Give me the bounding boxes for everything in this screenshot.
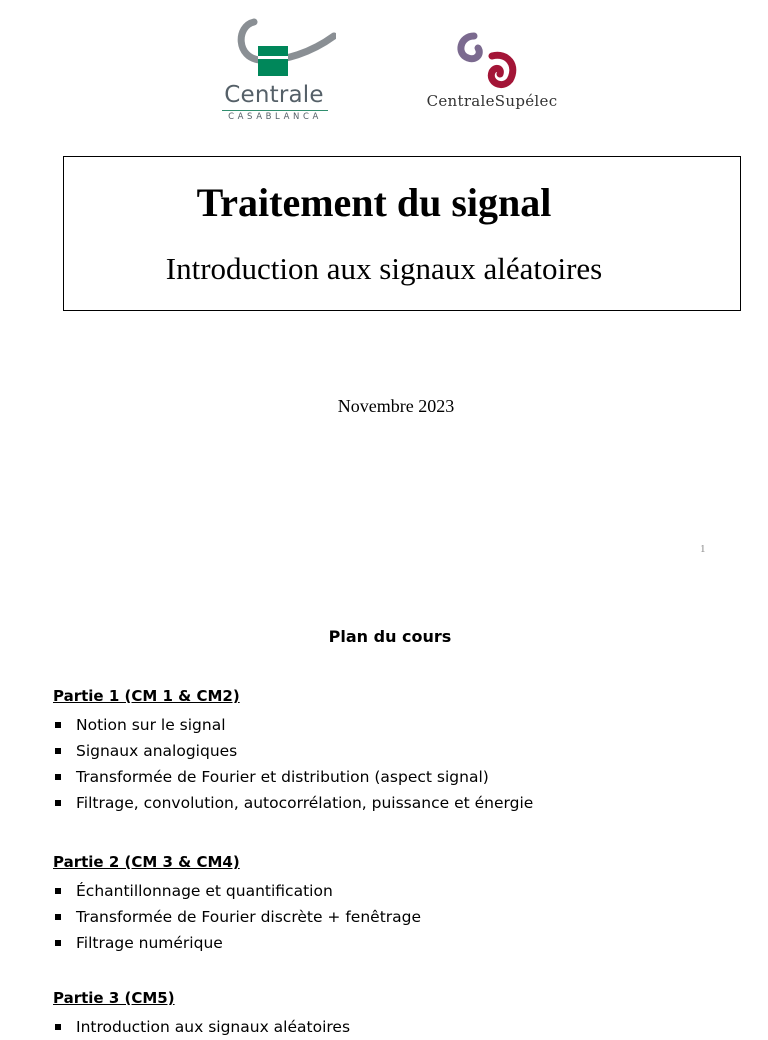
- list-item-text: Filtrage, convolution, autocorrélation, puissance et énergie: [76, 794, 534, 812]
- title-box: [63, 156, 741, 311]
- centralesupelec-logo: [392, 30, 592, 116]
- list-item: [53, 764, 753, 790]
- list-item-text: Transformée de Fourier discrète + fenêtrage: [76, 908, 422, 926]
- list-item-text: Introduction aux signaux aléatoires: [76, 1018, 351, 1036]
- centralesupelec-logo-mark-icon: [392, 30, 592, 92]
- list-item: [53, 738, 753, 764]
- centrale-logo-name: Centrale: [224, 82, 324, 108]
- centrale-logo-city: CASABLANCA: [228, 112, 322, 122]
- document-title: Traitement du signal: [196, 180, 552, 225]
- list-item: [53, 878, 753, 904]
- list-item: [53, 712, 753, 738]
- square-bullet-icon: [55, 722, 61, 728]
- list-item: [53, 790, 753, 816]
- square-bullet-icon: [55, 800, 61, 806]
- plan-part-2: [53, 852, 753, 956]
- document-date: Novembre 2023: [337, 396, 455, 416]
- list-item: [53, 904, 753, 930]
- list-item: [53, 930, 753, 956]
- plan-part-items: [53, 878, 753, 956]
- plan-part-heading: Partie 3 (CM5): [53, 989, 175, 1007]
- document-subtitle: Introduction aux signaux aléatoires: [165, 251, 603, 286]
- square-bullet-icon: [55, 1024, 61, 1030]
- square-bullet-icon: [55, 888, 61, 894]
- plan-part-items: [53, 1014, 753, 1040]
- plan-part-heading: Partie 2 (CM 3 & CM4): [53, 853, 240, 871]
- square-bullet-icon: [55, 748, 61, 754]
- page-number: 1: [700, 543, 706, 555]
- list-item-text: Transformée de Fourier et distribution (aspect signal): [76, 768, 489, 786]
- list-item-text: Signaux analogiques: [76, 742, 238, 760]
- centrale-logo-divider: [222, 110, 328, 111]
- plan-part-1: [53, 686, 753, 816]
- plan-part-heading: Partie 1 (CM 1 & CM2): [53, 687, 240, 705]
- plan-part-items: [53, 712, 753, 816]
- square-bullet-icon: [55, 940, 61, 946]
- plan-title: Plan du cours: [328, 627, 452, 646]
- list-item: [53, 1014, 753, 1040]
- list-item-text: Filtrage numérique: [76, 934, 223, 952]
- list-item-text: Échantillonnage et quantification: [76, 882, 333, 900]
- square-bullet-icon: [55, 914, 61, 920]
- square-bullet-icon: [55, 774, 61, 780]
- plan-part-3: [53, 988, 753, 1040]
- centrale-casablanca-logo: [214, 18, 336, 126]
- centralesupelec-logo-name: CentraleSupélec: [426, 92, 558, 110]
- centrale-logo-mark-icon: [214, 18, 336, 82]
- list-item-text: Notion sur le signal: [76, 716, 226, 734]
